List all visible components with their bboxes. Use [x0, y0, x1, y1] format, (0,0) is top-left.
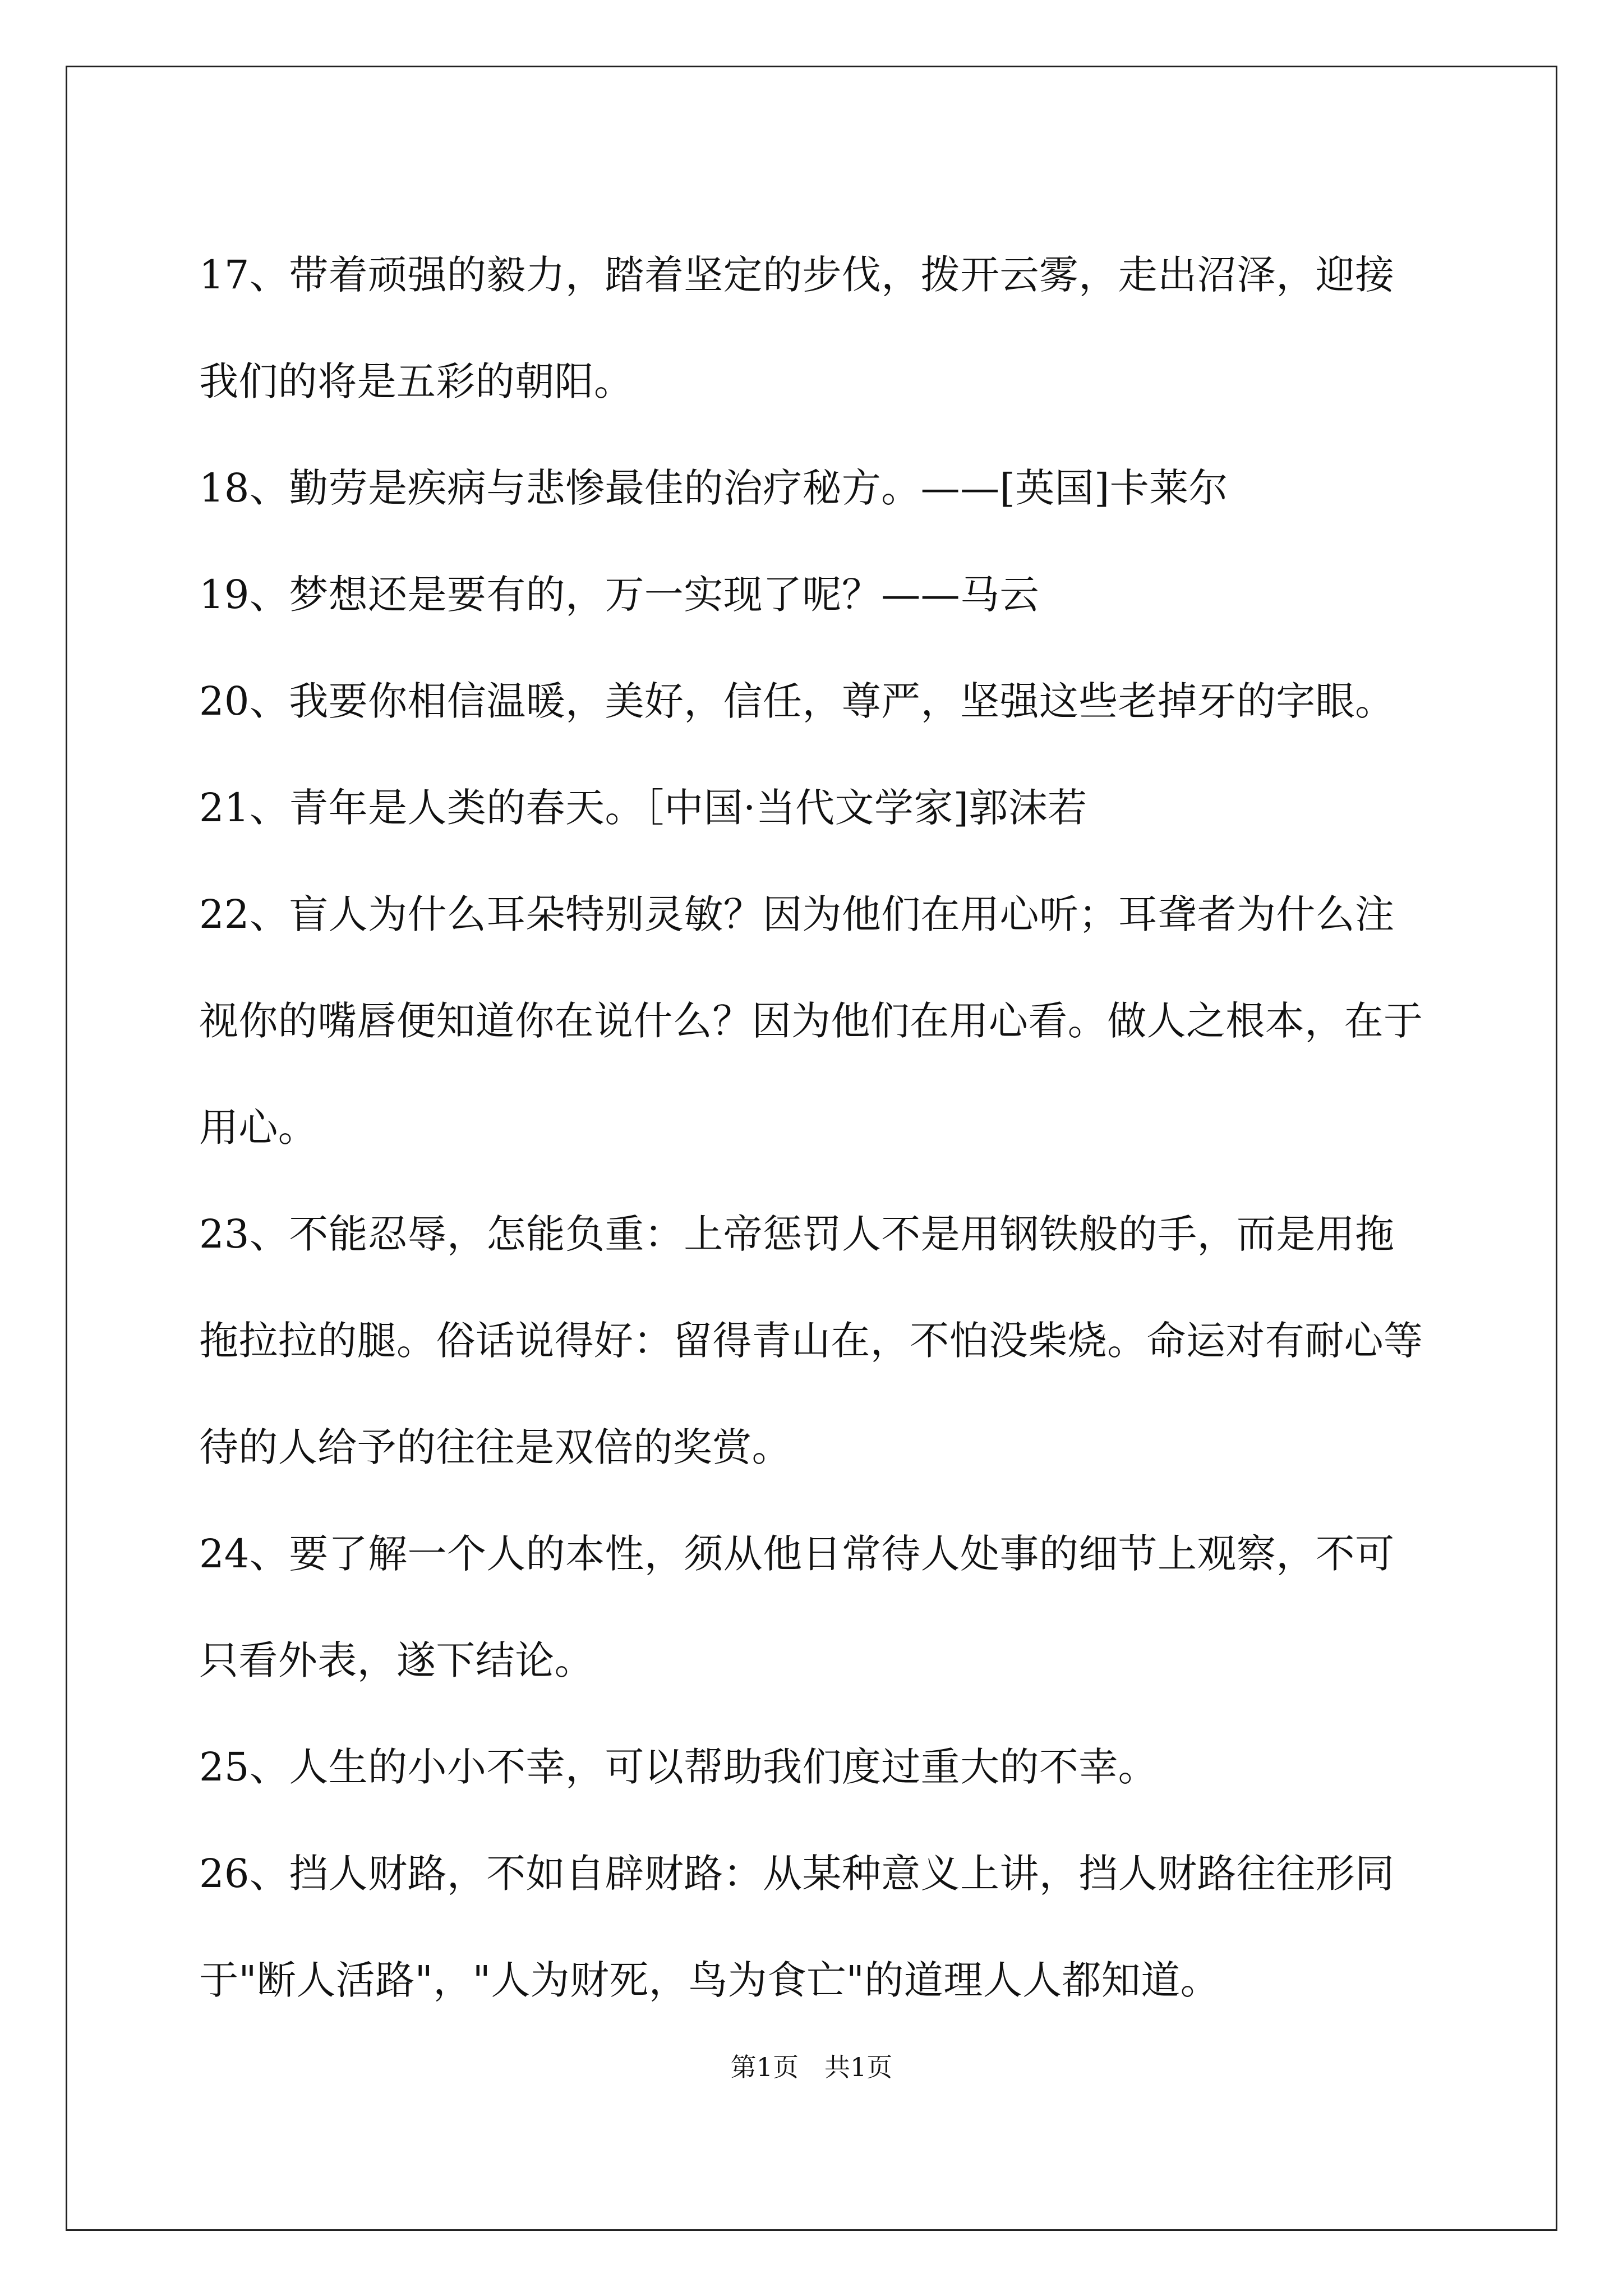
quote-paragraph: 26、挡人财路，不如自辟财路：从某种意义上讲，挡人财路往往形同于"断人活路"，"人为财死，鸟为食亡"的道理人人都知道。	[199, 1851, 1395, 2003]
quote-paragraph: 17、带着顽强的毅力，踏着坚定的步伐，拨开云雾，走出沼泽，迎接我们的将是五彩的朝阳。	[199, 252, 1395, 404]
quote-paragraph: 20、我要你相信温暖，美好，信任，尊严，坚强这些老掉牙的字眼。	[199, 678, 1395, 724]
quote-paragraph: 22、盲人为什么耳朵特别灵敏？因为他们在用心听；耳聋者为什么注视你的嘴唇便知道你在说什么？因为他们在用心看。做人之根本，在于用心。	[199, 891, 1423, 1151]
quote-paragraph: 19、梦想还是要有的，万一实现了呢？——马云	[199, 572, 1039, 618]
quote-paragraph: 21、青年是人类的春天。［中国·当代文学家]郭沫若	[199, 785, 1087, 831]
quote-paragraph: 23、不能忍辱，怎能负重：上帝惩罚人不是用钢铁般的手，而是用拖拖拉拉的腿。俗话说得好：留得青山在，不怕没柴烧。命运对有耐心等待的人给予的往往是双倍的奖赏。	[199, 1211, 1423, 1470]
quote-paragraph: 24、要了解一个人的本性，须从他日常待人处事的细节上观察，不可只看外表，遂下结论。	[199, 1531, 1395, 1683]
quote-paragraph: 18、勤劳是疾病与悲惨最佳的治疗秘方。——[英国]卡莱尔	[199, 465, 1228, 511]
page-footer: 第1页 共1页	[730, 2052, 893, 2082]
quote-paragraph: 25、人生的小小不幸，可以帮助我们度过重大的不幸。	[199, 1744, 1158, 1790]
document-body	[199, 222, 1433, 2033]
